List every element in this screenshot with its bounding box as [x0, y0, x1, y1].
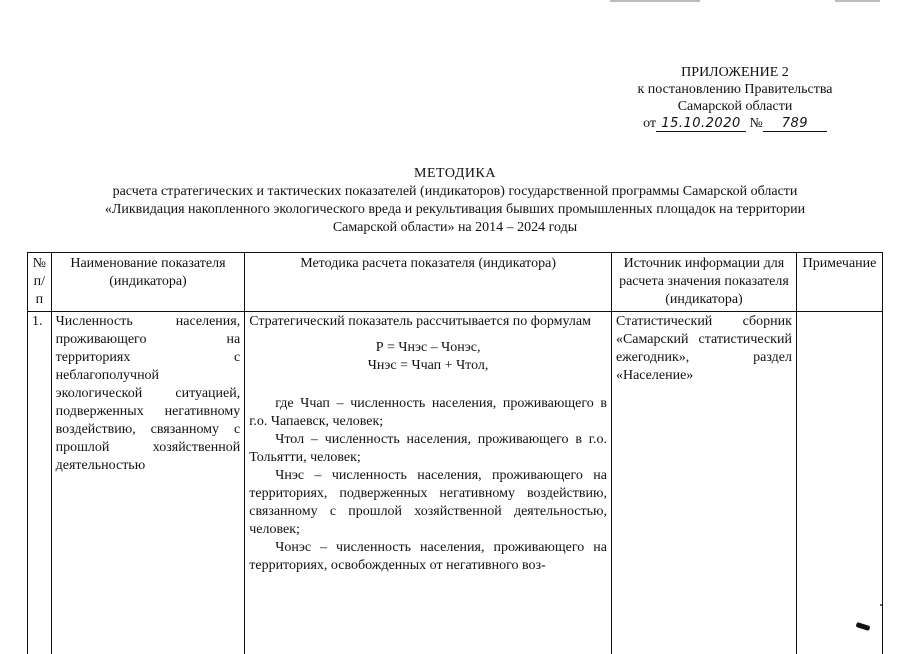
definition-tol: Чтол – численность населения, проживающего в г.о. Тольятти, человек;: [249, 431, 607, 467]
table-header-row: [28, 253, 883, 312]
row-note: [796, 312, 882, 654]
date-prefix: от: [643, 116, 656, 131]
number-prefix: №: [750, 116, 763, 131]
scan-artifact: [880, 604, 882, 606]
header-num: № п/п: [28, 253, 52, 312]
document-subtitle-line2: «Ликвидация накопленного экологического вреда и рекультивация бывших промышленных площадок на территории: [60, 201, 850, 219]
number-value: 789: [763, 117, 827, 132]
header-source: Источник информации для расчета значения показателя (индикатора): [611, 253, 796, 312]
appendix-block: [600, 64, 870, 132]
formula-block: [249, 339, 607, 375]
appendix-line2: Самарской области: [600, 98, 870, 115]
scan-artifact: [610, 0, 700, 2]
date-value: 15.10.2020: [656, 117, 746, 132]
definition-nes: Чнэс – численность населения, проживающего на территориях, подверженных негативному воздействию, связанному с прошлой хозяйственной деятельностью, человек;: [249, 467, 607, 539]
scan-artifact: [835, 0, 880, 2]
row-source: Статистический сборник «Самарский статистический ежегодник», раздел «Население»: [611, 312, 796, 654]
header-name: Наименование показателя (индикатора): [51, 253, 245, 312]
header-method: Методика расчета показателя (индикатора): [245, 253, 612, 312]
method-intro: Стратегический показатель рассчитывается по формулам: [249, 313, 607, 331]
appendix-line1: к постановлению Правительства: [600, 81, 870, 98]
formula-1: Р = Чнэс – Чонэс,: [249, 339, 607, 357]
row-method: [245, 312, 612, 654]
row-name: Численность населения, проживающего на территориях с неблагополучной экологической ситуацией, подверженных негативному воздействию, связанному с прошлой хозяйственной деятельностью: [51, 312, 245, 654]
document-subtitle-line3: Самарской области» на 2014 – 2024 годы: [60, 219, 850, 237]
row-num: 1.: [28, 312, 52, 654]
formula-2: Чнэс = Ччап + Чтол,: [249, 357, 607, 375]
document-title: МЕТОДИКА: [60, 165, 850, 183]
appendix-title: ПРИЛОЖЕНИЕ 2: [600, 64, 870, 81]
document-title-block: [60, 165, 850, 237]
methodology-table: [27, 252, 883, 654]
document-subtitle-line1: расчета стратегических и тактических показателей (индикаторов) государственной программы Самарской области: [60, 183, 850, 201]
definition-ones: Чонэс – численность населения, проживающего на территориях, освобожденных от негативного воз-: [249, 539, 607, 575]
definition-chap: где Ччап – численность населения, проживающего в г.о. Чапаевск, человек;: [249, 395, 607, 431]
table-row: [28, 312, 883, 654]
appendix-date-line: [600, 115, 870, 132]
header-note: Примечание: [796, 253, 882, 312]
